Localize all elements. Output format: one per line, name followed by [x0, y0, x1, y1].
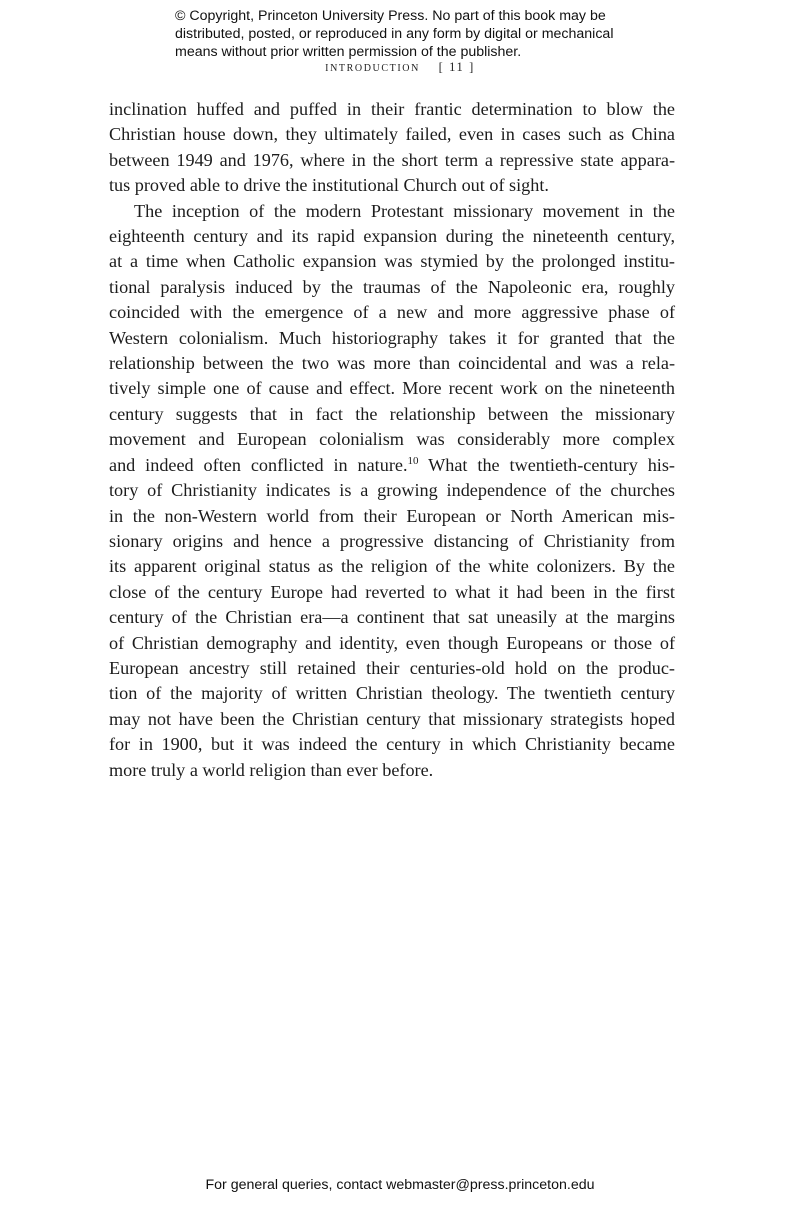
- paragraph-1: [109, 97, 675, 199]
- text-line: tus proved able to drive the institutional Church out of sight.: [109, 175, 549, 196]
- running-head-title: introduction: [325, 60, 420, 75]
- copyright-line: © Copyright, Princeton University Press. No part of this book may be: [175, 8, 606, 24]
- text-line: between 1949 and 1976, where in the short term a repressive state appara-: [109, 149, 675, 170]
- text-line: its apparent original status as the religion of the white colonizers. By the: [109, 556, 675, 577]
- text-line-with-note: [109, 453, 675, 478]
- footnote-marker[interactable]: 10: [407, 454, 419, 467]
- text-line: Christian house down, they ultimately failed, even in cases such as China: [109, 124, 675, 145]
- text-line: more truly a world religion than ever before.: [109, 759, 434, 780]
- text-line: inclination huffed and puffed in their frantic determination to blow the: [109, 99, 675, 119]
- copyright-line: distributed, posted, or reproduced in any form by digital or mechanical: [175, 26, 614, 42]
- text-line: sionary origins and hence a progressive distancing of Christianity from: [109, 530, 675, 551]
- text-line: European ancestry still retained their centuries-old hold on the produc-: [109, 657, 675, 678]
- copyright-notice: [175, 7, 645, 61]
- text-line: close of the century Europe had reverted to what it had been in the first: [109, 581, 675, 602]
- text-line: Western colonialism. Much historiography takes it for granted that the: [109, 327, 675, 348]
- text-line: tion of the majority of written Christian theology. The twentieth century: [109, 683, 675, 704]
- text-line: tional paralysis induced by the traumas of the Napoleonic era, roughly: [109, 276, 675, 297]
- text-line: of Christian demography and identity, even though Europeans or those of: [109, 632, 675, 653]
- text-segment: What the twentieth-century his-: [418, 454, 675, 475]
- text-line: century suggests that in fact the relationship between the missionary: [109, 403, 675, 424]
- text-line: may not have been the Christian century that missionary strategists hoped: [109, 708, 675, 729]
- body-text: [109, 97, 675, 783]
- text-line: coincided with the emergence of a new and more aggressive phase of: [109, 302, 675, 323]
- text-line: eighteenth century and its rapid expansion during the nineteenth century,: [109, 226, 675, 247]
- page-number: [ 11 ]: [438, 60, 475, 74]
- paragraph-2: [109, 199, 675, 783]
- text-line: tively simple one of cause and effect. More recent work on the nineteenth: [109, 378, 675, 399]
- text-line: in the non-Western world from their European or North American mis-: [109, 505, 675, 526]
- text-segment: and indeed often conflicted in nature.: [109, 454, 408, 475]
- footer-contact: For general queries, contact webmaster@press.princeton.edu: [205, 1177, 595, 1193]
- text-line: relationship between the two was more than coincidental and was a rela-: [109, 353, 675, 374]
- copyright-line: means without prior written permission of the publisher.: [175, 44, 522, 60]
- text-line: for in 1900, but it was indeed the century in which Christianity became: [109, 734, 675, 755]
- running-head: [0, 60, 800, 76]
- text-line: The inception of the modern Protestant missionary movement in the: [134, 200, 675, 221]
- text-line: century of the Christian era—a continent that sat uneasily at the margins: [109, 607, 675, 628]
- text-line: movement and European colonialism was considerably more complex: [109, 429, 675, 450]
- text-line: at a time when Catholic expansion was stymied by the prolonged institu-: [109, 251, 675, 272]
- text-line: tory of Christianity indicates is a growing independence of the churches: [109, 480, 675, 501]
